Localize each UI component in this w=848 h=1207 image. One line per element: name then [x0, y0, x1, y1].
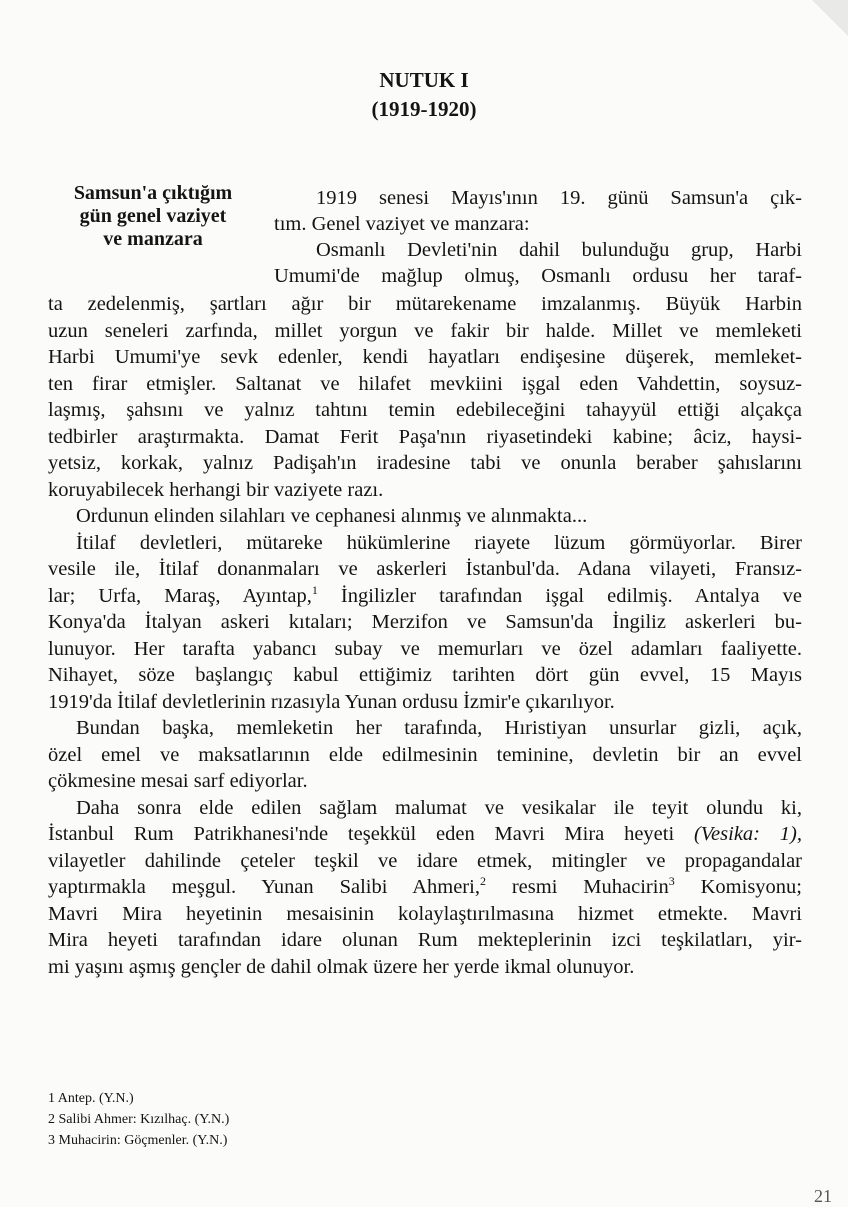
body-line: Osmanlı Devleti'nin dahil bulunduğu grup, Harbi: [316, 239, 802, 261]
body-line: [48, 583, 802, 609]
body-line: çökmesine mesai sarf ediyorlar.: [48, 770, 308, 792]
side-heading-line-2: gün genel vaziyet: [79, 205, 227, 227]
body-line: laşmış, şahsını ve yalnız tahtını temin edebileceğini tahayyül ettiği alçakça: [48, 399, 802, 421]
body-line: Bundan başka, memleketin her tarafında, Hıristiyan unsurlar gizli, açık,: [76, 717, 802, 739]
body-line: ta zedelenmiş, şartları ağır bir mütarekename imzalanmış. Büyük Harbin: [48, 293, 802, 315]
body-line: Harbi Umumi'ye sevk edenler, kendi hayatları endişesine düşerek, memleket-: [48, 346, 802, 368]
body-line: Mavri Mira heyetinin mesaisinin kolaylaştırılmasına hizmet etmekte. Mavri: [48, 903, 802, 925]
body-line: Mira heyeti tarafından idare olunan Rum mekteplerinin izci teşkilatları, yir-: [48, 929, 802, 951]
body-line: özel emel ve maksatlarının elde edilmesinin teminine, devletin bir an evvel: [48, 744, 802, 766]
footnote-marker: 2: [479, 874, 486, 888]
body-text-span: yaptırmakla meşgul. Yunan Salibi Ahmeri,: [48, 876, 480, 898]
body-line: İtilaf devletleri, mütareke hükümlerine riayete lüzum görmüyorlar. Birer: [76, 532, 802, 554]
body-line: 1919'da İtilaf devletlerinin rızasıyla Yunan ordusu İzmir'e çıkarılıyor.: [48, 691, 615, 713]
body-line: 1919 senesi Mayıs'ının 19. günü Samsun'a çık-: [316, 187, 802, 209]
page-subtitle: (1919-1920): [371, 97, 477, 121]
body-line: lunuyor. Her tarafta yabancı subay ve memurları ve özel adamları faaliyette.: [48, 638, 802, 660]
body-line: tedbirler araştırmakta. Damat Ferit Paşa'nın riyasetindeki kabine; âciz, haysi-: [48, 426, 802, 448]
body-text-span: Komisyonu;: [674, 876, 802, 898]
body-line: yetsiz, korkak, yalnız Padişah'ın iradesine tabi ve onunla beraber şahıslarını: [48, 452, 802, 474]
footnote-1: 1 Antep. (Y.N.): [48, 1091, 134, 1106]
body-line: vilayetler dahilinde çeteler teşkil ve idare etmek, mitingler ve propagandalar: [48, 850, 802, 872]
body-text-span: (Vesika: 1),: [693, 823, 802, 845]
body-text-span: İstanbul Rum Patrikhanesi'nde teşekkül eden Mavri Mira heyeti: [48, 823, 694, 845]
footnote-marker: 1: [311, 583, 318, 597]
body-line: koruyabilecek herhangi bir vaziyete razı.: [48, 479, 384, 501]
body-line: mi yaşını aşmış gençler de dahil olmak üzere her yerde ikmal olunuyor.: [48, 956, 635, 978]
body-text-span: İngilizler tarafından işgal edilmiş. Antalya ve: [317, 585, 802, 607]
page-number: 21: [814, 1186, 832, 1206]
body-text-span: lar; Urfa, Maraş, Ayıntap,: [48, 585, 312, 607]
side-heading-line-3: ve manzara: [103, 228, 203, 250]
body-line: Konya'da İtalyan askeri kıtaları; Merzifon ve Samsun'da İngiliz askerleri bu-: [48, 611, 802, 633]
body-line: Daha sonra elde edilen sağlam malumat ve vesikalar ile teyit olundu ki,: [76, 797, 802, 819]
body-line: Ordunun elinden silahları ve cephanesi alınmış ve alınmakta...: [76, 505, 588, 527]
body-line: vesile ile, İtilaf donanmaları ve askerleri İstanbul'da. Adana vilayeti, Fransız-: [48, 558, 802, 580]
page-corner-fold: [812, 0, 848, 36]
footnote-marker: 3: [668, 874, 675, 888]
body-line: Umumi'de mağlup olmuş, Osmanlı ordusu her taraf-: [274, 265, 802, 287]
footnote-3: 3 Muhacirin: Göçmenler. (Y.N.): [48, 1133, 228, 1148]
body-line: Nihayet, söze başlangıç kabul ettiğimiz tarihten dört gün evvel, 15 Mayıs: [48, 664, 802, 686]
side-heading-line-1: Samsun'a çıktığım: [73, 182, 233, 204]
body-line: uzun seneleri zarfında, millet yorgun ve fakir bir halde. Millet ve memleketi: [48, 320, 802, 342]
body-line: [48, 874, 802, 900]
body-line: ten firar etmişler. Saltanat ve hilafet mevkiini işgal eden Vahdettin, soysuz-: [48, 373, 802, 395]
body-line: [48, 821, 802, 847]
page-title: NUTUK I: [379, 68, 469, 92]
body-line: tım. Genel vaziyet ve manzara:: [274, 213, 530, 235]
body-text-span: resmi Muhacirin: [485, 876, 669, 898]
footnote-2: 2 Salibi Ahmer: Kızılhaç. (Y.N.): [48, 1112, 230, 1127]
